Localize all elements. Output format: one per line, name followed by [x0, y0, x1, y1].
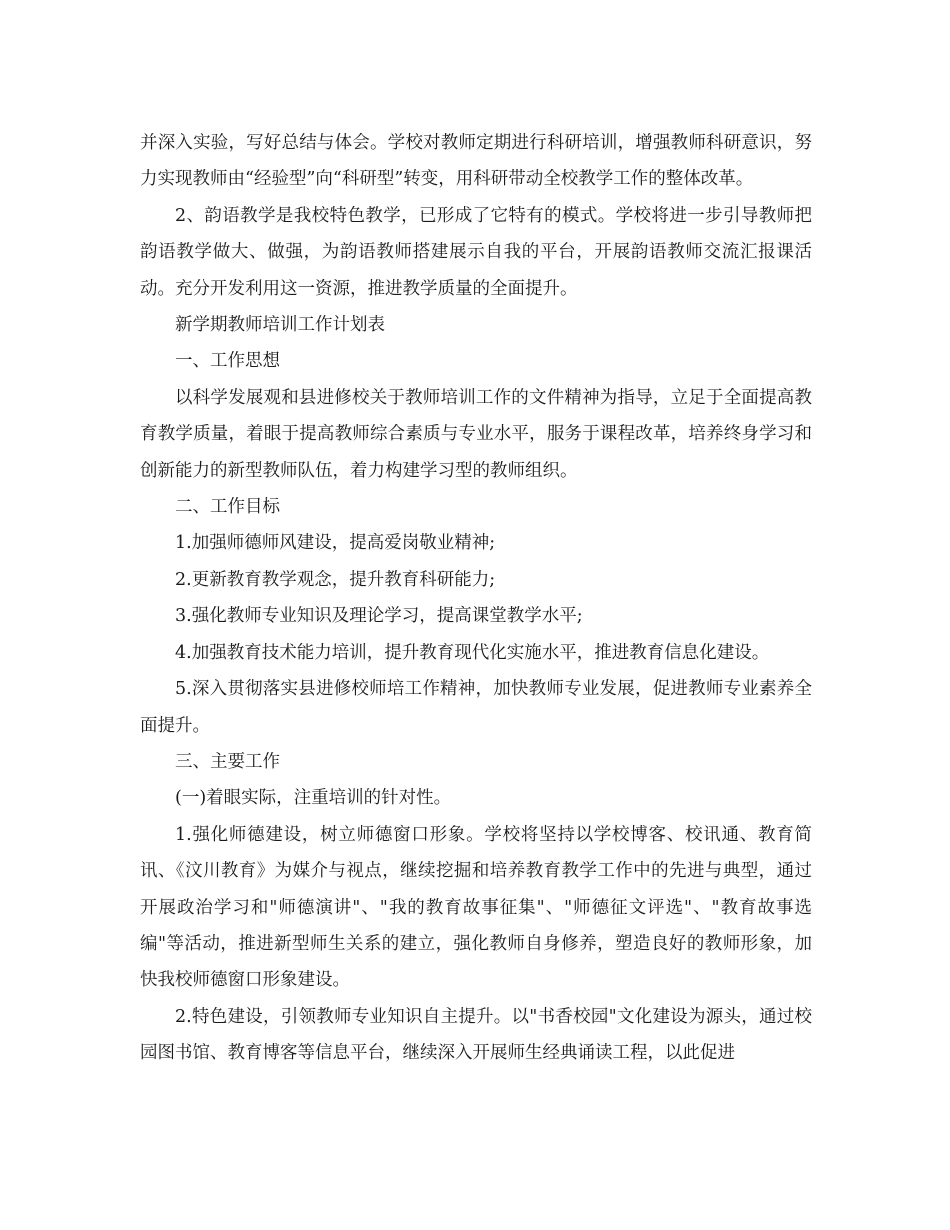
list-item: 1.加强师德师风建设，提高爱岗敬业精神; — [175, 533, 496, 554]
section-heading: 二、工作目标 — [175, 497, 280, 518]
paragraph: 并深入实验，写好总结与体会。学校对教师定期进行科研培训，增强教师科研意识，努力实现教师由“经验型”向“科研型”转变，用科研带动全校教学工作的整体改革。 — [140, 133, 812, 190]
paragraph-heading: 新学期教师培训工作计划表 — [175, 315, 385, 336]
section-heading: 三、主要工作 — [175, 751, 280, 772]
section-heading: 一、工作思想 — [175, 351, 280, 372]
list-item: 3.强化教师专业知识及理论学习，提高课堂教学水平; — [175, 606, 583, 627]
subsection-heading: (一)着眼实际，注重培训的针对性。 — [175, 788, 452, 809]
paragraph: 2、韵语教学是我校特色教学，已形成了它特有的模式。学校将进一步引导教师把韵语教学做大、做强，为韵语教师搭建展示自我的平台，开展韵语教师交流汇报课活动。充分开发利用这一资源，推进教学质量的全面提升。 — [140, 205, 812, 299]
list-item: 5.深入贯彻落实县进修校师培工作精神，加快教师专业发展，促进教师专业素养全面提升。 — [140, 679, 812, 736]
paragraph: 2.特色建设，引领教师专业知识自主提升。以"书香校园"文化建设为源头，通过校园图书馆、教育博客等信息平台，继续深入开展师生经典诵读工程，以此促进 — [140, 1006, 812, 1064]
list-item: 4.加强教育技术能力培训，提升教育现代化实施水平，推进教育信息化建设。 — [175, 642, 770, 663]
paragraph: 以科学发展观和县进修校关于教师培训工作的文件精神为指导，立足于全面提高教育教学质量，着眼于提高教师综合素质与专业水平，服务于课程改革，培养终身学习和创新能力的新型教师队伍，着力构建学习型的教师组织。 — [140, 387, 812, 481]
paragraph: 1.强化师德建设，树立师德窗口形象。学校将坚持以学校博客、校讯通、教育简讯、《汶川教育》为媒介与视点，继续挖掘和培养教育教学工作中的先进与典型，通过开展政治学习和"师德演讲"、"我的教育故事征集"、"师德征文评选"、"教育故事选编"等活动，推进新型师生关系的建立，强化教师自身修养，塑造良好的教师形象，加快我校师德窗口形象建设。 — [140, 824, 812, 991]
document-body — [140, 125, 812, 1072]
list-item: 2.更新教育教学观念，提升教育科研能力; — [175, 569, 496, 590]
